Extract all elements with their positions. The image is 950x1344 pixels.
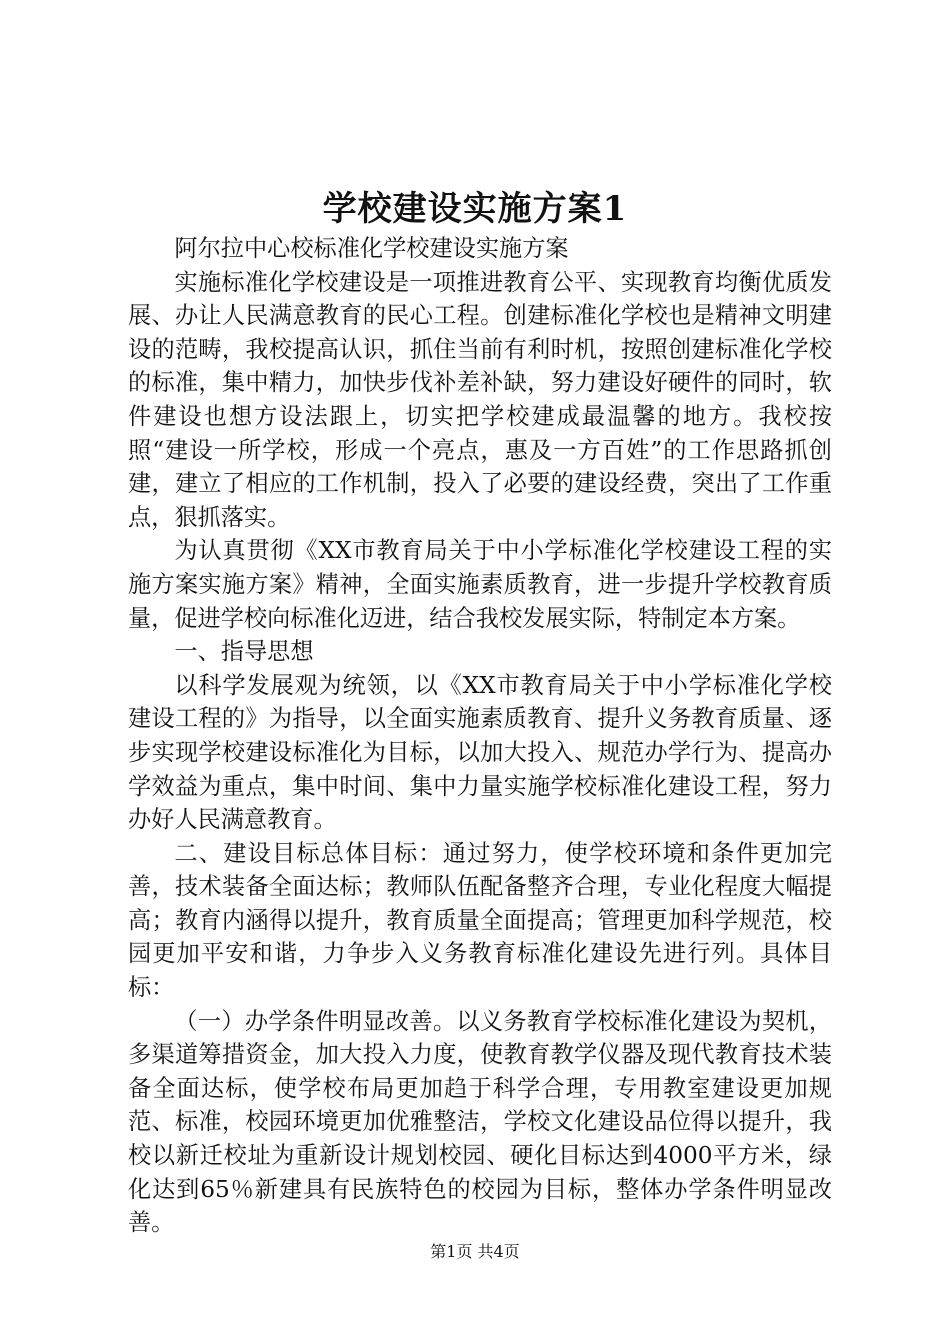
document-body (128, 232, 832, 1240)
paragraph-construction-goals: 二、建设目标总体目标：通过努力，使学校环境和条件更加完善，技术装备全面达标；教师队伍配备整齐合理，专业化程度大幅提高；教育内涵得以提升，教育质量全面提高；管理更加科学规范，校园更加平安和谐，力争步入义务教育标准化建设先进行列。具体目标： (128, 839, 832, 1002)
paragraph-school-conditions: （一）办学条件明显改善。以义务教育学校标准化建设为契机，多渠道筹措资金，加大投入力度，使教育教学仪器及现代教育技术装备全面达标，使学校布局更加趋于科学合理，专用教室建设更加规范、标准，校园环境更加优雅整洁，学校文化建设品位得以提升，我校以新迁校址为重新设计规划校园、硬化目标达到4000平方米，绿化达到65％新建具有民族特色的校园为目标，整体办学条件明显改善。 (128, 1007, 832, 1237)
paragraph-purpose: 为认真贯彻《XX市教育局关于中小学标准化学校建设工程的实施方案实施方案》精神，全面实施素质教育，进一步提升学校教育质量，促进学校向标准化迈进，结合我校发展实际，特制定本方案。 (128, 537, 832, 632)
paragraph-intro: 实施标准化学校建设是一项推进教育公平、实现教育均衡优质发展、办让人民满意教育的民心工程。创建标准化学校也是精神文明建设的范畴，我校提高认识，抓住当前有利时机，按照创建标准化学校的标准，集中精力，加快步伐补差补缺，努力建设好硬件的同时，软件建设也想方设法跟上，切实把学校建成最温馨的地方。我校按照“建设一所学校，形成一个亮点，惠及一方百姓”的工作思路抓创建，建立了相应的工作机制，投入了必要的建设经费，突出了工作重点，狠抓落实。 (128, 268, 832, 531)
section-heading-guiding-thought: 一、指导思想 (174, 638, 314, 666)
document-title: 学校建设实施方案1 (322, 189, 628, 229)
paragraph-subtitle: 阿尔拉中心校标准化学校建设实施方案 (174, 235, 569, 262)
paragraph-guiding-thought: 以科学发展观为统领，以《XX市教育局关于中小学标准化学校建设工程的》为指导，以全面实施素质教育、提升义务教育质量、逐步实现学校建设标准化为目标，以加大投入、规范办学行为、提高办学效益为重点，集中时间、集中力量实施学校标准化建设工程，努力办好人民满意教育。 (128, 671, 832, 834)
page-footer: 第1页 共4页 (430, 1242, 520, 1261)
